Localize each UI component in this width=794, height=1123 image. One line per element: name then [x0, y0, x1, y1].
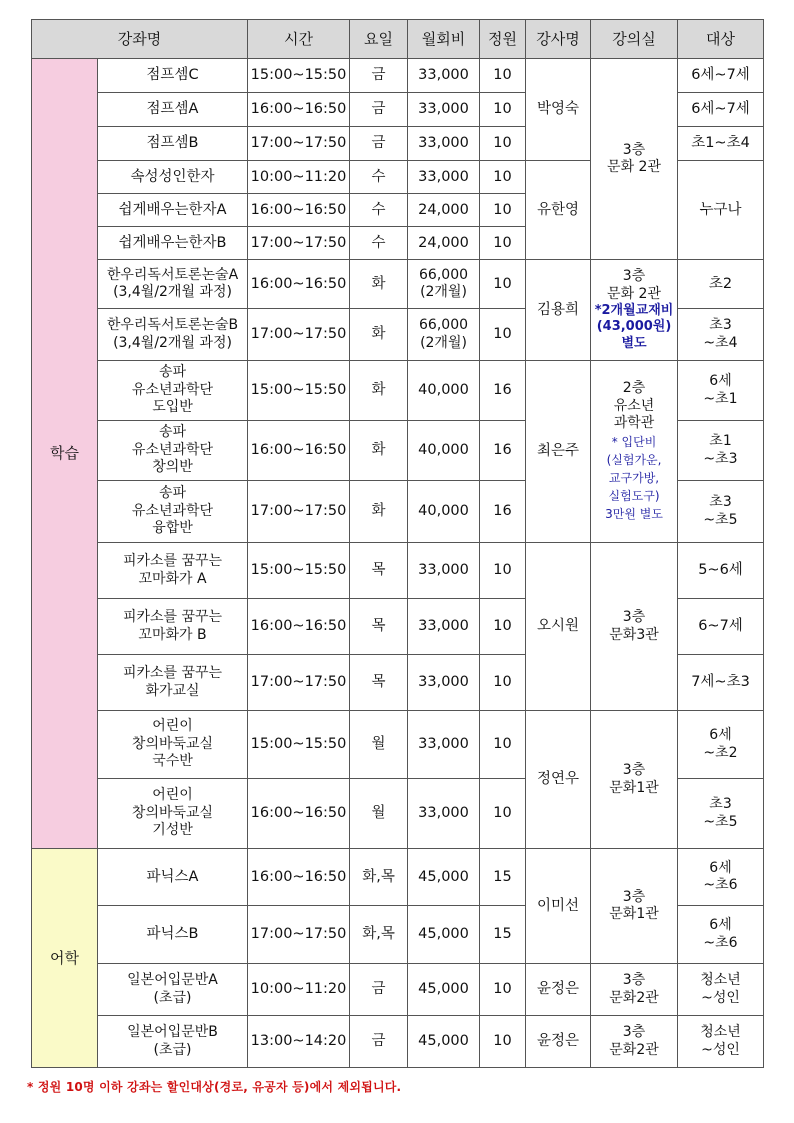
footnote: * 정원 10명 이하 강좌는 할인대상(경로, 유공자 등)에서 제외됩니다.: [27, 1080, 402, 1094]
course-target: 청소년 ~성인: [678, 1016, 764, 1068]
course-fee: 33,000: [408, 59, 480, 93]
course-teacher: 유한영: [526, 161, 591, 260]
header-course-name: 강좌명: [32, 20, 248, 59]
table-row: [32, 1016, 764, 1068]
course-room: 3층 문화 2관 *2개월교재비 (43,000원) 별도: [591, 260, 678, 361]
course-target: 6세 ~초2: [678, 711, 764, 779]
course-target: 초3 ~초5: [678, 779, 764, 849]
course-name: 송파 유소년과학단 융합반: [98, 481, 248, 543]
header-capacity: 정원: [480, 20, 526, 59]
course-day: 목: [350, 543, 408, 599]
course-room: 3층 문화3관: [591, 543, 678, 711]
course-fee: 24,000: [408, 194, 480, 227]
table-row: [32, 711, 764, 779]
header-teacher: 강사명: [526, 20, 591, 59]
course-day: 화: [350, 481, 408, 543]
course-target: 청소년 ~성인: [678, 964, 764, 1016]
course-time: 13:00~14:20: [248, 1016, 350, 1068]
course-name: 한우리독서토론논술B (3,4월/2개월 과정): [98, 309, 248, 361]
header-room: 강의실: [591, 20, 678, 59]
course-name: 피카소를 꿈꾸는 꼬마화가 A: [98, 543, 248, 599]
course-teacher: 박영숙: [526, 59, 591, 161]
course-room: 3층 문화2관: [591, 1016, 678, 1068]
course-time: 15:00~15:50: [248, 711, 350, 779]
course-capacity: 10: [480, 599, 526, 655]
course-target: 초1~초4: [678, 127, 764, 161]
course-time: 16:00~16:50: [248, 599, 350, 655]
course-target: 6세 ~초1: [678, 361, 764, 421]
table-row: [32, 260, 764, 309]
course-fee: 40,000: [408, 421, 480, 481]
course-day: 수: [350, 194, 408, 227]
course-teacher: 윤정은: [526, 964, 591, 1016]
header-target: 대상: [678, 20, 764, 59]
course-time: 17:00~17:50: [248, 227, 350, 260]
course-fee: 40,000: [408, 361, 480, 421]
course-fee: 66,000 (2개월): [408, 260, 480, 309]
course-name: 한우리독서토론논술A (3,4월/2개월 과정): [98, 260, 248, 309]
course-name: 일본어입문반B (초급): [98, 1016, 248, 1068]
table-row: [32, 964, 764, 1016]
course-name: 점프셈B: [98, 127, 248, 161]
category-study: 학습: [32, 59, 98, 849]
header-fee: 월회비: [408, 20, 480, 59]
header-time: 시간: [248, 20, 350, 59]
course-day: 수: [350, 161, 408, 194]
course-target: 6세~7세: [678, 93, 764, 127]
course-time: 10:00~11:20: [248, 161, 350, 194]
course-day: 금: [350, 93, 408, 127]
header-day: 요일: [350, 20, 408, 59]
course-day: 금: [350, 1016, 408, 1068]
course-capacity: 16: [480, 421, 526, 481]
course-fee: 45,000: [408, 1016, 480, 1068]
course-time: 17:00~17:50: [248, 309, 350, 361]
table-row: [32, 361, 764, 421]
course-room: 3층 문화1관: [591, 711, 678, 849]
course-name: 속성성인한자: [98, 161, 248, 194]
course-day: 화: [350, 361, 408, 421]
course-fee: 45,000: [408, 906, 480, 964]
course-fee: 40,000: [408, 481, 480, 543]
course-time: 17:00~17:50: [248, 127, 350, 161]
course-fee: 45,000: [408, 964, 480, 1016]
course-day: 금: [350, 59, 408, 93]
course-fee: 66,000 (2개월): [408, 309, 480, 361]
course-capacity: 16: [480, 361, 526, 421]
category-language: 어학: [32, 849, 98, 1068]
course-capacity: 10: [480, 964, 526, 1016]
course-capacity: 10: [480, 711, 526, 779]
course-name: 쉽게배우는한자A: [98, 194, 248, 227]
course-target: 초2: [678, 260, 764, 309]
course-teacher: 윤정은: [526, 1016, 591, 1068]
course-time: 16:00~16:50: [248, 93, 350, 127]
course-name: 일본어입문반A (초급): [98, 964, 248, 1016]
course-name: 점프셈A: [98, 93, 248, 127]
course-time: 10:00~11:20: [248, 964, 350, 1016]
course-teacher: 김용희: [526, 260, 591, 361]
course-fee: 33,000: [408, 93, 480, 127]
course-room: 3층 문화 2관: [591, 59, 678, 260]
course-target: 6~7세: [678, 599, 764, 655]
course-capacity: 10: [480, 59, 526, 93]
course-fee: 33,000: [408, 543, 480, 599]
course-schedule-table: [31, 19, 764, 1068]
course-target: 누구나: [678, 161, 764, 260]
course-time: 17:00~17:50: [248, 655, 350, 711]
course-time: 16:00~16:50: [248, 194, 350, 227]
course-teacher: 최은주: [526, 361, 591, 543]
course-capacity: 10: [480, 93, 526, 127]
course-time: 16:00~16:50: [248, 421, 350, 481]
course-day: 금: [350, 127, 408, 161]
course-name: 피카소를 꿈꾸는 화가교실: [98, 655, 248, 711]
course-target: 초3 ~초5: [678, 481, 764, 543]
course-room: 3층 문화1관: [591, 849, 678, 964]
course-room: 2층 유소년 과학관 * 입단비 (실험가운, 교구가방, 실험도구) 3만원 별도: [591, 361, 678, 543]
course-day: 화: [350, 421, 408, 481]
course-teacher: 정연우: [526, 711, 591, 849]
course-capacity: 16: [480, 481, 526, 543]
course-fee: 45,000: [408, 849, 480, 906]
course-time: 15:00~15:50: [248, 543, 350, 599]
course-name: 어린이 창의바둑교실 국수반: [98, 711, 248, 779]
course-name: 쉽게배우는한자B: [98, 227, 248, 260]
course-name: 피카소를 꿈꾸는 꼬마화가 B: [98, 599, 248, 655]
course-capacity: 10: [480, 543, 526, 599]
course-name: 파닉스B: [98, 906, 248, 964]
course-day: 월: [350, 779, 408, 849]
course-fee: 33,000: [408, 127, 480, 161]
course-day: 금: [350, 964, 408, 1016]
course-time: 15:00~15:50: [248, 361, 350, 421]
course-time: 16:00~16:50: [248, 260, 350, 309]
course-time: 16:00~16:50: [248, 779, 350, 849]
course-name: 송파 유소년과학단 창의반: [98, 421, 248, 481]
course-capacity: 15: [480, 906, 526, 964]
course-fee: 33,000: [408, 599, 480, 655]
course-capacity: 15: [480, 849, 526, 906]
course-day: 화,목: [350, 849, 408, 906]
course-target: 초3 ~초4: [678, 309, 764, 361]
course-day: 수: [350, 227, 408, 260]
course-capacity: 10: [480, 655, 526, 711]
course-time: 17:00~17:50: [248, 481, 350, 543]
course-fee: 33,000: [408, 655, 480, 711]
table-row: [32, 543, 764, 599]
course-fee: 33,000: [408, 779, 480, 849]
table-row: [32, 849, 764, 906]
course-day: 화: [350, 309, 408, 361]
course-name: 어린이 창의바둑교실 기성반: [98, 779, 248, 849]
course-name: 송파 유소년과학단 도입반: [98, 361, 248, 421]
course-capacity: 10: [480, 127, 526, 161]
course-target: 초1 ~초3: [678, 421, 764, 481]
course-day: 월: [350, 711, 408, 779]
course-target: 5~6세: [678, 543, 764, 599]
course-name: 파닉스A: [98, 849, 248, 906]
course-day: 목: [350, 599, 408, 655]
course-time: 15:00~15:50: [248, 59, 350, 93]
course-day: 화,목: [350, 906, 408, 964]
course-target: 7세~초3: [678, 655, 764, 711]
course-capacity: 10: [480, 1016, 526, 1068]
course-capacity: 10: [480, 227, 526, 260]
course-day: 목: [350, 655, 408, 711]
course-target: 6세~7세: [678, 59, 764, 93]
course-teacher: 오시원: [526, 543, 591, 711]
course-room: 3층 문화2관: [591, 964, 678, 1016]
course-target: 6세 ~초6: [678, 906, 764, 964]
course-fee: 33,000: [408, 711, 480, 779]
course-capacity: 10: [480, 260, 526, 309]
course-name: 점프셈C: [98, 59, 248, 93]
table-row: [32, 59, 764, 93]
header-row: [32, 20, 764, 59]
course-day: 화: [350, 260, 408, 309]
course-capacity: 10: [480, 779, 526, 849]
course-capacity: 10: [480, 194, 526, 227]
course-teacher: 이미선: [526, 849, 591, 964]
course-fee: 33,000: [408, 161, 480, 194]
course-capacity: 10: [480, 161, 526, 194]
course-capacity: 10: [480, 309, 526, 361]
course-target: 6세 ~초6: [678, 849, 764, 906]
course-time: 16:00~16:50: [248, 849, 350, 906]
course-time: 17:00~17:50: [248, 906, 350, 964]
course-fee: 24,000: [408, 227, 480, 260]
